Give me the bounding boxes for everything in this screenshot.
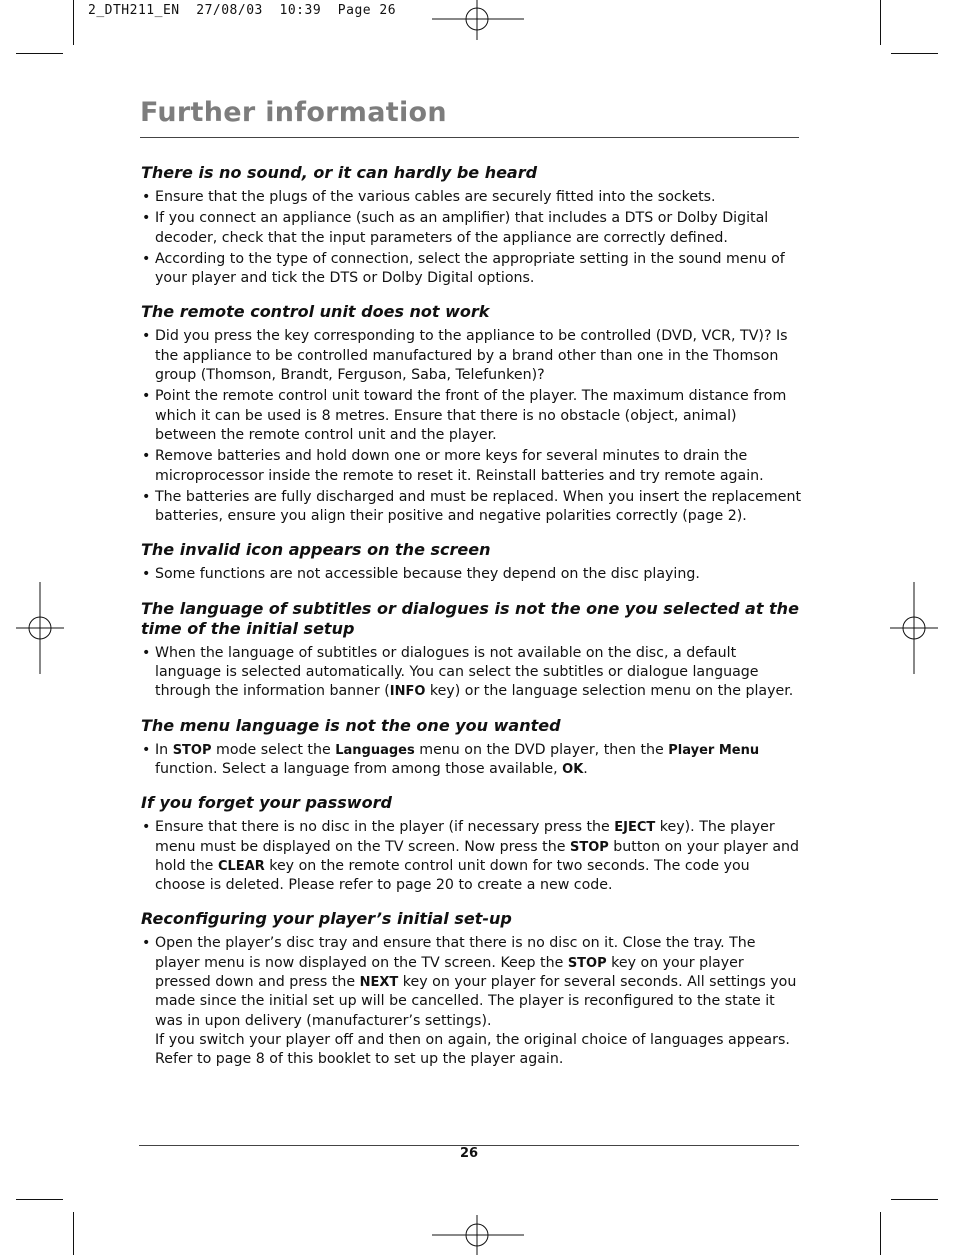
troubleshooting-section xyxy=(141,302,801,526)
crop-mark xyxy=(891,1199,938,1200)
content xyxy=(141,163,801,1084)
troubleshooting-section xyxy=(141,716,801,780)
bullet-text: . xyxy=(583,760,588,777)
key-label: STOP xyxy=(567,955,607,971)
bullet-text: Open the player’s disc tray and ensure that there is no disc on it. Close the tray. The player menu is now displayed on the TV screen. Keep the xyxy=(155,935,756,971)
bullet-item xyxy=(141,644,801,702)
key-label: INFO xyxy=(389,684,426,700)
printer-slug: 2_DTH211_EN 27/08/03 10:39 Page 26 xyxy=(88,3,397,18)
bullet-item xyxy=(141,327,801,385)
page-title: Further information xyxy=(140,97,447,128)
bullet-text: Some functions are not accessible because they depend on the disc playing. xyxy=(155,566,700,583)
troubleshooting-section xyxy=(141,163,801,288)
key-label: Player Menu xyxy=(668,742,760,758)
title-divider xyxy=(140,137,799,138)
bullet-text: Remove batteries and hold down one or more keys for several minutes to drain the microprocessor inside the remote to reset it. Reinstall batteries and try remote again. xyxy=(155,448,764,484)
bullet-text: key on your player pressed down and press the xyxy=(155,954,744,991)
section-heading: The language of subtitles or dialogues is not the one you selected at the time of the initial setup xyxy=(141,598,799,638)
bullet-text: menu on the DVD player, then the xyxy=(414,741,669,758)
key-label: CLEAR xyxy=(217,858,265,874)
bullet-text: mode select the xyxy=(211,741,336,758)
bullet-list xyxy=(141,934,801,1069)
bullet-item xyxy=(141,741,801,780)
key-label: STOP xyxy=(172,742,212,758)
registration-mark-top xyxy=(432,0,524,40)
bullet-text: According to the type of connection, select the appropriate setting in the sound menu of your player and tick the DTS or Dolby Digital options. xyxy=(155,250,785,287)
bullet-item xyxy=(141,250,801,289)
bullet-text: key) or the language selection menu on the player. xyxy=(425,683,794,700)
registration-mark-right xyxy=(890,582,938,674)
section-heading: Reconfiguring your player’s initial set-up xyxy=(141,909,512,929)
key-label: STOP xyxy=(569,839,609,855)
key-label: EJECT xyxy=(614,820,656,836)
key-label: NEXT xyxy=(359,975,399,991)
registration-mark-left xyxy=(16,582,64,674)
troubleshooting-section xyxy=(141,793,801,895)
bullet-text: Ensure that the plugs of the various cables are securely fitted into the sockets. xyxy=(155,189,716,205)
bullet-list xyxy=(141,644,801,702)
crop-mark xyxy=(16,53,63,54)
bullet-text: key on your player for several seconds. All settings you made since the initial set up will be cancelled. The player is reconfigured to the state it was in upon delivery (manufacturer’s settings). xyxy=(155,974,797,1029)
bullet-item xyxy=(141,565,801,584)
section-heading: There is no sound, or it can hardly be heard xyxy=(141,163,538,182)
bullet-text: Did you press the key corresponding to the appliance to be controlled (DVD, VCR, TV)? Is the appliance to be controlled manufactured by a brand other than one in the Thomson group (Thomson, Brandt, Ferguson, Saba, Telefunken)? xyxy=(155,328,788,384)
bullet-item xyxy=(141,818,801,895)
bullet-item xyxy=(141,188,801,207)
bullet-text: function. Select a language from among those available, xyxy=(155,760,563,777)
bullet-text: If you connect an appliance (such as an amplifier) that includes a DTS or Dolby Digital decoder, check that the input parameters of the appliance are correctly defined. xyxy=(155,210,769,246)
troubleshooting-section xyxy=(141,599,801,702)
bullet-item xyxy=(141,387,801,445)
crop-mark xyxy=(16,1199,63,1200)
bullet-list xyxy=(141,818,801,895)
bullet-list xyxy=(141,565,801,584)
bullet-text: button on your player and hold the xyxy=(155,838,800,874)
bullet-text: The batteries are fully discharged and must be replaced. When you insert the replacement batteries, ensure you align their positive and negative polarities correctly (page 2). xyxy=(155,488,802,525)
key-label: OK xyxy=(562,761,584,777)
section-heading: The menu language is not the one you wanted xyxy=(141,715,561,735)
section-heading: The remote control unit does not work xyxy=(141,302,490,322)
troubleshooting-section xyxy=(141,540,801,584)
bullet-item xyxy=(141,209,801,248)
bullet-list xyxy=(141,327,801,526)
bullet-text: If you switch your player off and then on again, the original choice of languages appears. Refer to page 8 of this booklet to set up the player again. xyxy=(155,1031,790,1068)
crop-mark xyxy=(880,1212,881,1255)
section-heading: The invalid icon appears on the screen xyxy=(141,540,491,560)
bullet-item xyxy=(141,447,801,486)
bullet-item xyxy=(141,488,801,527)
page-number: 26 xyxy=(459,1146,479,1161)
registration-mark-bottom xyxy=(432,1215,524,1255)
bullet-text: When the language of subtitles or dialogues is not available on the disc, a default language is selected automatically. You can select the subtitles or dialogue language through the information banner ( xyxy=(155,644,759,700)
key-label: Languages xyxy=(335,742,415,758)
bullet-text: Ensure that there is no disc in the player (if necessary press the xyxy=(155,819,615,836)
crop-mark xyxy=(891,53,938,54)
bullet-text: In xyxy=(155,741,173,758)
bullet-list xyxy=(141,741,801,780)
section-heading: If you forget your password xyxy=(141,793,392,813)
bullet-text: key on the remote control unit down for two seconds. The code you choose is deleted. Please refer to page 20 to create a new code. xyxy=(155,857,750,894)
troubleshooting-section xyxy=(141,909,801,1069)
bullet-text: Point the remote control unit toward the front of the player. The maximum distance from which it can be used is 8 metres. Ensure that there is no obstacle (object, animal) between the remote control unit and the player. xyxy=(155,388,787,443)
crop-mark xyxy=(880,0,881,45)
bullet-text: key). The player menu must be displayed on the TV screen. Now press the xyxy=(155,819,775,855)
crop-mark xyxy=(73,0,74,45)
bullet-list xyxy=(141,188,801,288)
crop-mark xyxy=(73,1212,74,1255)
bullet-item xyxy=(141,934,801,1069)
